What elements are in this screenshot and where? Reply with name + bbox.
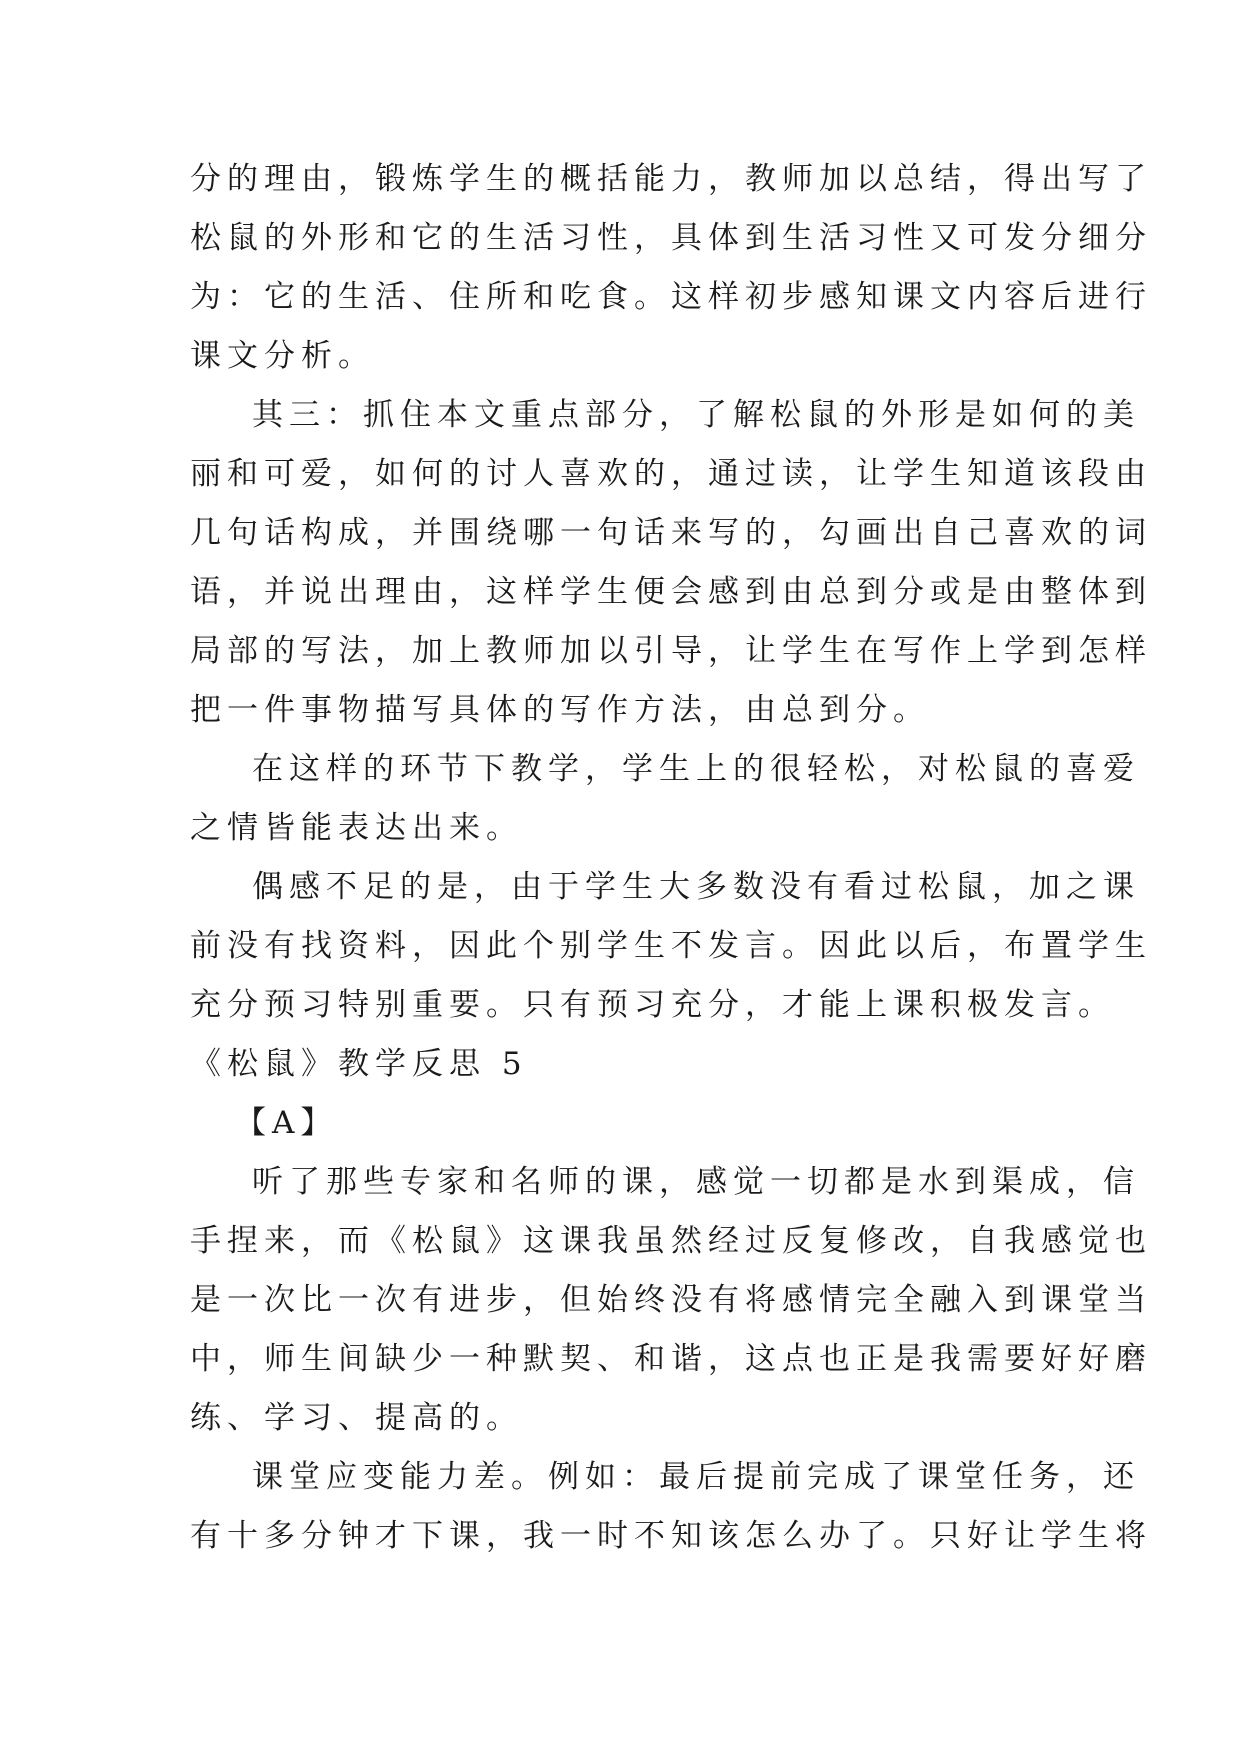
text-line: 偶感不足的是，由于学生大多数没有看过松鼠，加之课 <box>252 869 1140 905</box>
paragraph-adaptability <box>190 1448 1152 1566</box>
text-line: 语，并说出理由，这样学生便会感到由总到分或是由整体到 <box>190 574 1152 610</box>
section-title: 《松鼠》教学反思 5 <box>190 1046 528 1082</box>
text-line: 把一件事物描写具体的写作方法，由总到分。 <box>190 692 930 728</box>
text-line: 分的理由，锻炼学生的概括能力，教师加以总结，得出写了 <box>190 161 1152 197</box>
paragraph-qisan <box>190 386 1152 740</box>
paragraph-environment <box>190 740 1140 858</box>
text-line: 其三：抓住本文重点部分，了解松鼠的外形是如何的美 <box>252 397 1140 433</box>
text-line: 松鼠的外形和它的生活习性，具体到生活习性又可发分细分 <box>190 220 1152 256</box>
text-line: 手捏来，而《松鼠》这课我虽然经过反复修改，自我感觉也 <box>190 1223 1152 1259</box>
text-line: 丽和可爱，如何的讨人喜欢的，通过读，让学生知道该段由 <box>190 456 1152 492</box>
text-line: 在这样的环节下教学，学生上的很轻松，对松鼠的喜爱 <box>252 751 1140 787</box>
text-line: 听了那些专家和名师的课，感觉一切都是水到渠成，信 <box>252 1164 1140 1200</box>
text-line: 之情皆能表达出来。 <box>190 810 523 846</box>
text-line: 为：它的生活、住所和吃食。这样初步感知课文内容后进行 <box>190 279 1152 315</box>
text-line: 有十多分钟才下课，我一时不知该怎么办了。只好让学生将 <box>190 1518 1152 1554</box>
text-line: 几句话构成，并围绕哪一句话来写的，勾画出自己喜欢的词 <box>190 515 1152 551</box>
text-line: 局部的写法，加上教师加以引导，让学生在写作上学到怎样 <box>190 633 1152 669</box>
text-line: 练、学习、提高的。 <box>190 1400 523 1436</box>
text-line: 中，师生间缺少一种默契、和谐，这点也正是我需要好好磨 <box>190 1341 1152 1377</box>
text-line: 是一次比一次有进步，但始终没有将感情完全融入到课堂当 <box>190 1282 1152 1318</box>
text-line: 课文分析。 <box>190 338 375 374</box>
paragraph-shortcoming <box>190 858 1152 1035</box>
text-line: 课堂应变能力差。例如：最后提前完成了课堂任务，还 <box>252 1459 1140 1495</box>
text-line: 前没有找资料，因此个别学生不发言。因此以后，布置学生 <box>190 928 1152 964</box>
section-tag: 【A】 <box>235 1105 338 1141</box>
paragraph-listening <box>190 1153 1152 1448</box>
text-line: 充分预习特别重要。只有预习充分，才能上课积极发言。 <box>190 987 1115 1023</box>
document-body <box>190 150 1152 1566</box>
paragraph-continuation <box>190 150 1152 386</box>
